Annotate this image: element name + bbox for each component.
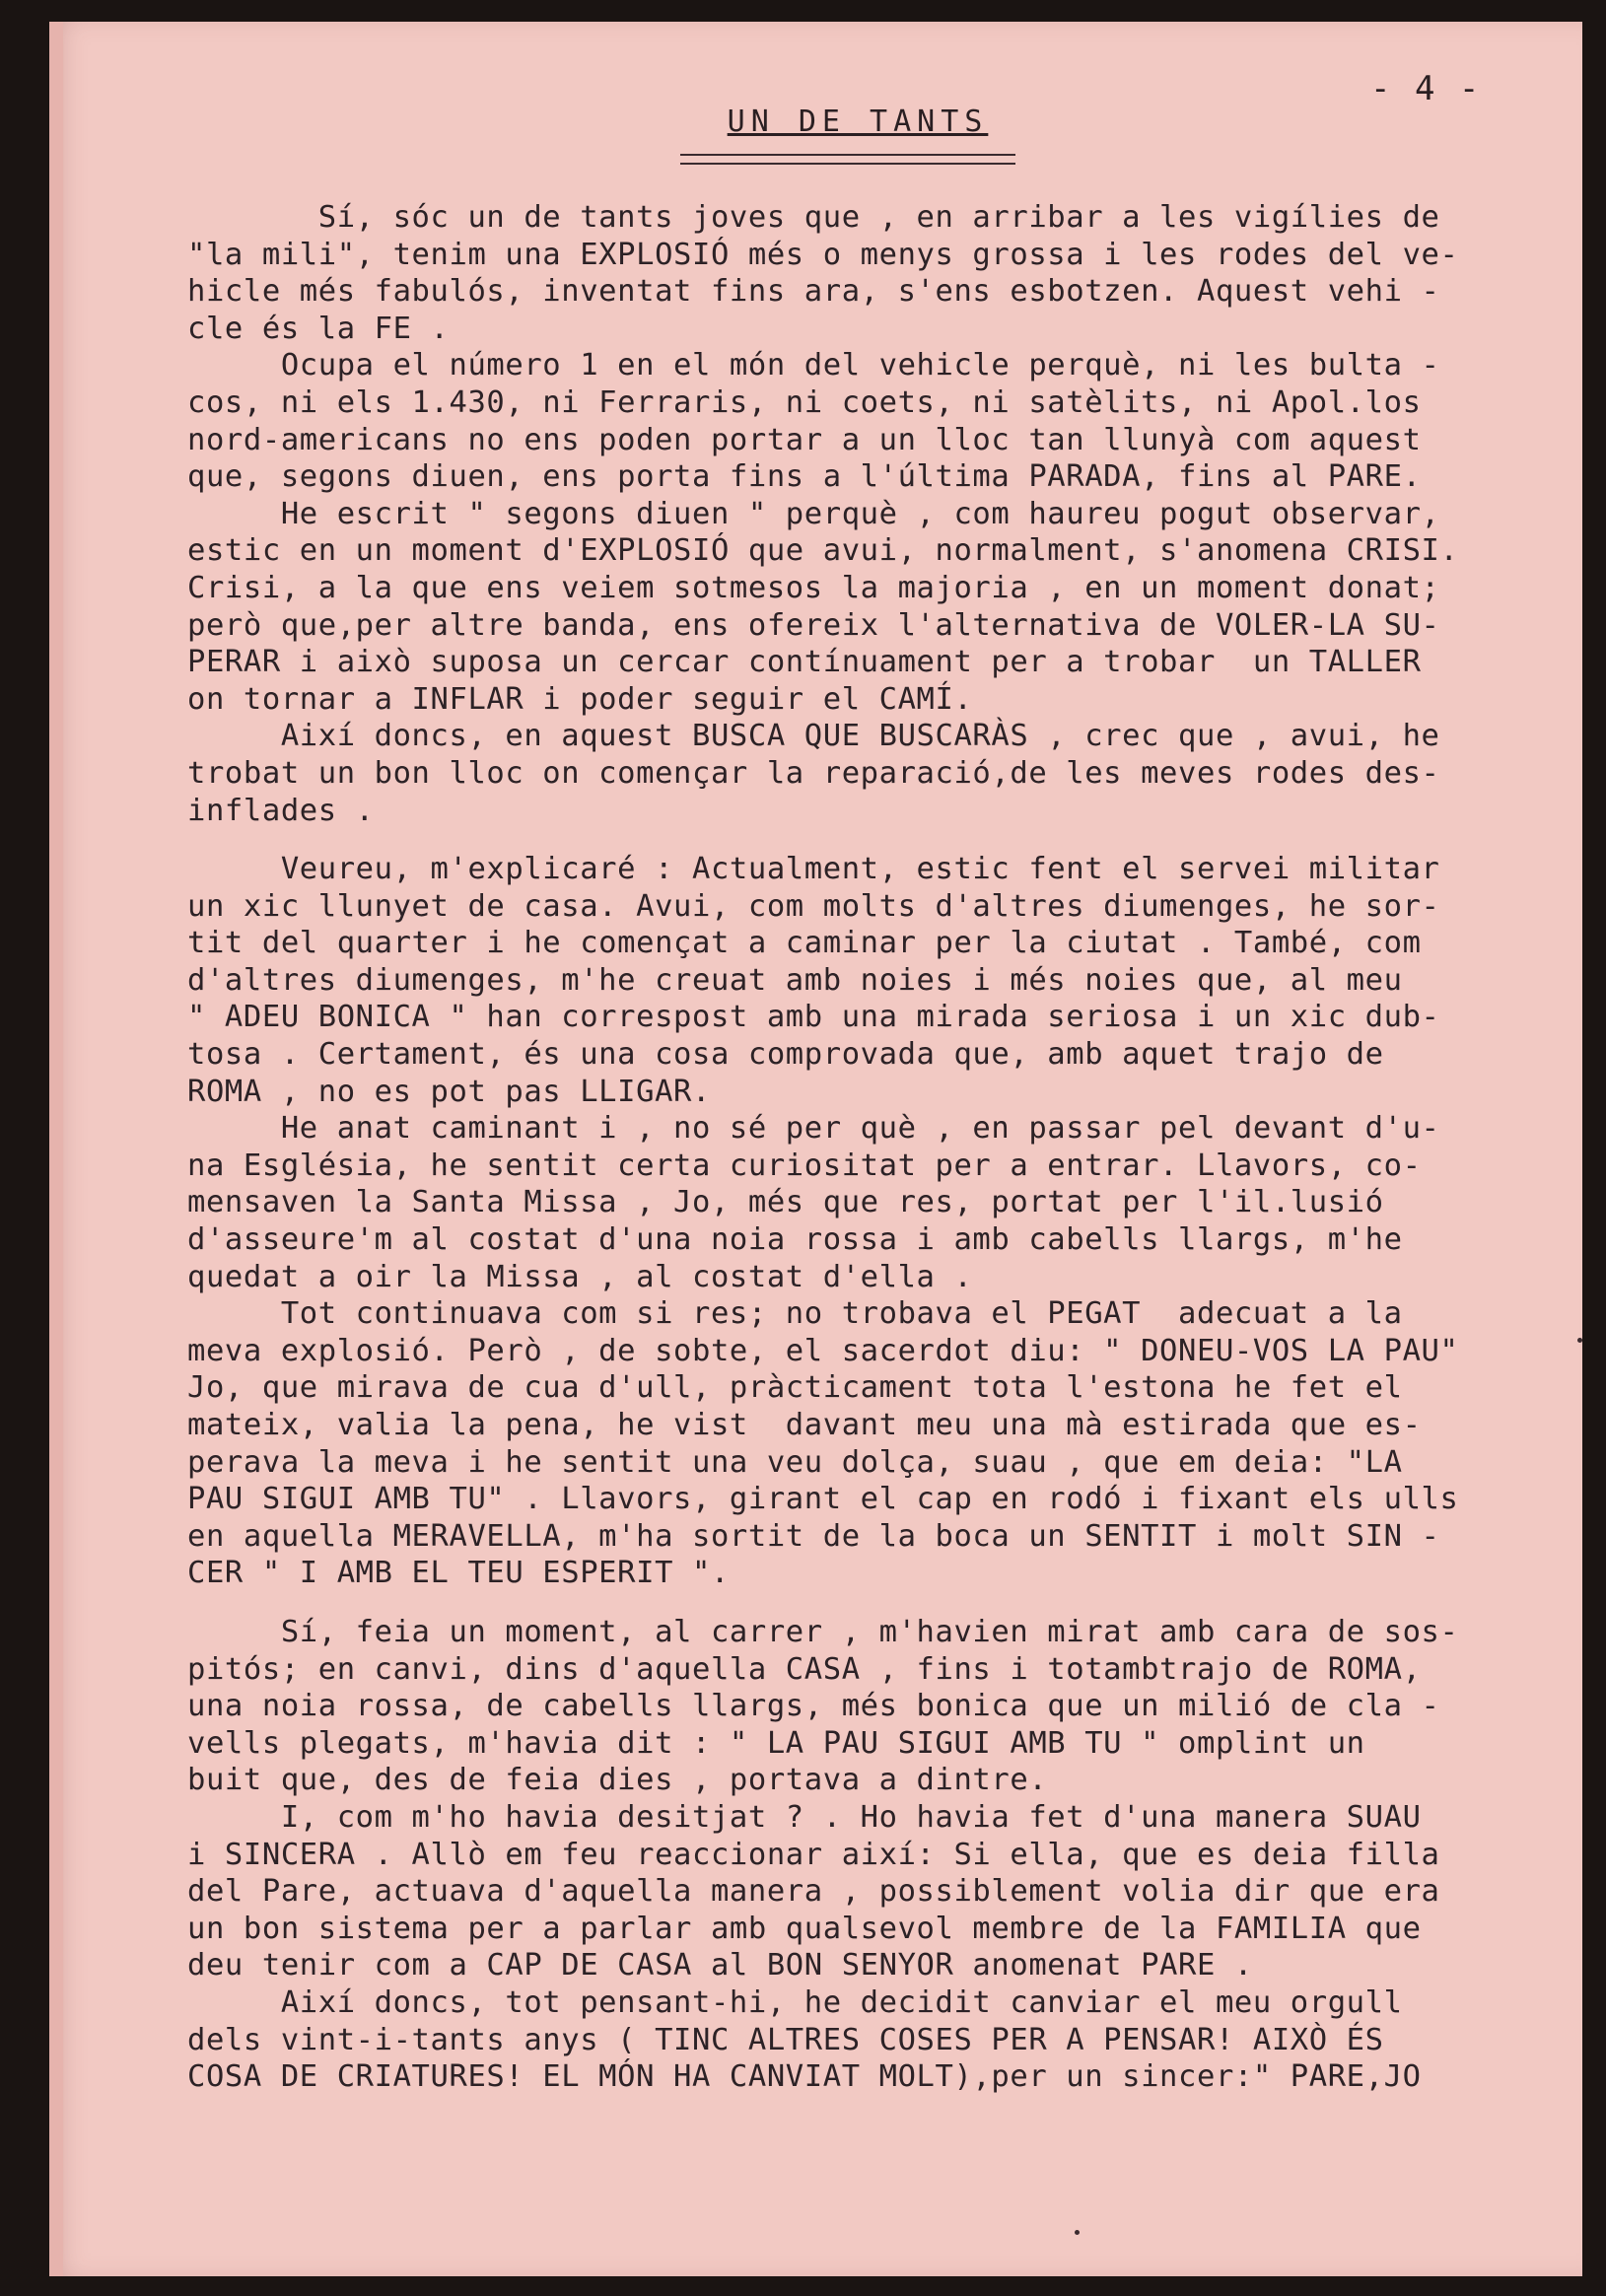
paragraph-gap (187, 829, 1582, 851)
text-line: I, com m'ho havia desitjat ? . Ho havia fet d'una manera SUAU (187, 1799, 1422, 1835)
text-line: una noia rossa, de cabells llargs, més bonica que un milió de cla - (187, 1689, 1440, 1724)
text-line: meva explosió. Però , de sobte, el sacerdot diu: " DONEU-VOS LA PAU" (187, 1333, 1459, 1368)
text-line: Així doncs, tot pensant-hi, he decidit canviar el meu orgull (187, 1984, 1403, 2020)
text-line: He escrit " segons diuen " perquè , com haureu pogut observar, (187, 496, 1440, 531)
text-line: " ADEU BONICA " han correspost amb una mirada seriosa i un xic dub- (187, 1000, 1440, 1035)
document-page (49, 22, 1582, 2276)
text-line: He anat caminant i , no sé per què , en passar pel devant d'u- (187, 1111, 1440, 1147)
text-line: COSA DE CRIATURES! EL MÓN HA CANVIAT MOLT),per un sincer:" PARE,JO (187, 2059, 1422, 2095)
text-line: Jo, que mirava de cua d'ull, pràcticament tota l'estona he fet el (187, 1370, 1403, 1406)
text-line: ROMA , no es pot pas LLIGAR. (187, 1074, 711, 1109)
text-line: on tornar a INFLAR i poder seguir el CAMÍ. (187, 681, 973, 717)
text-line: CER " I AMB EL TEU ESPERIT ". (187, 1556, 730, 1591)
text-line: na Església, he sentit certa curiositat per a entrar. Llavors, co- (187, 1148, 1422, 1183)
text-line: trobat un bon lloc on començar la reparació,de les meves rodes des- (187, 755, 1440, 791)
text-line: cos, ni els 1.430, ni Ferraris, ni coets, ni satèlits, ni Apol.los (187, 384, 1422, 420)
text-line: mateix, valia la pena, he vist davant meu una mà estirada que es- (187, 1408, 1422, 1442)
text-line: i SINCERA . Allò em feu reaccionar així: Si ella, que es deia filla (187, 1837, 1440, 1872)
text-line: en aquella MERAVELLA, m'ha sortit de la boca un SENTIT i molt SIN - (187, 1518, 1440, 1554)
text-line: "la mili", tenim una EXPLOSIÓ més o menys grossa i les rodes del ve- (187, 237, 1459, 272)
article-title: UN DE TANTS (727, 104, 989, 139)
text-line: PAU SIGUI AMB TU" . Llavors, girant el cap en rodó i fixant els ulls (187, 1482, 1459, 1517)
text-line: cle és la FE . (187, 311, 450, 346)
text-line: un xic llunyet de casa. Avui, com molts d'altres diumenges, he sor- (187, 888, 1440, 924)
text-line: dels vint-i-tants anys ( TINC ALTRES COSES PER A PENSAR! AIXÒ ÉS (187, 2022, 1384, 2057)
paragraph (187, 851, 1582, 1592)
text-line: d'altres diumenges, m'he creuat amb noies i més noies que, al meu (187, 962, 1403, 998)
text-line: que, segons diuen, ens porta fins a l'última PARADA, fins al PARE. (187, 459, 1422, 495)
text-line: estic en un moment d'EXPLOSIÓ que avui, normalment, s'anomena CRISI. (187, 533, 1459, 569)
text-line: buit que, des de feia dies , portava a dintre. (187, 1763, 1048, 1798)
text-line: PERAR i això suposa un cercar contínuament per a trobar un TALLER (187, 645, 1422, 680)
page-number: - 4 - (1370, 69, 1482, 108)
text-line: tit del quarter i he començat a caminar per la ciutat . També, com (187, 926, 1422, 961)
text-line: Ocupa el número 1 en el món del vehicle perquè, ni les bulta - (187, 348, 1440, 383)
text-line: nord-americans no ens poden portar a un lloc tan llunyà com aquest (187, 422, 1422, 457)
text-line: Sí, feia un moment, al carrer , m'havien mirat amb cara de sos- (187, 1614, 1459, 1649)
title-double-underline (680, 154, 1015, 165)
text-line: inflades . (187, 793, 375, 828)
text-line: hicle més fabulós, inventat fins ara, s'ens esbotzen. Aquest vehi - (187, 274, 1440, 310)
text-line: però que,per altre banda, ens ofereix l'alternativa de VOLER-LA SU- (187, 607, 1440, 643)
text-line: Sí, sóc un de tants joves que , en arribar a les vigílies de (187, 200, 1440, 235)
text-line: Tot continuava com si res; no trobava el PEGAT adecuat a la (187, 1296, 1403, 1332)
paragraph (187, 1614, 1582, 2096)
text-line: Crisi, a la que ens veiem sotmesos la majoria , en un moment donat; (187, 570, 1440, 605)
text-line: d'asseure'm al costat d'una noia rossa i amb cabells llargs, m'he (187, 1222, 1403, 1258)
article-body (187, 199, 1582, 2096)
text-line: pitós; en canvi, dins d'aquella CASA , fins i totambtrajo de ROMA, (187, 1651, 1422, 1687)
paragraph-gap (187, 1592, 1582, 1614)
text-line: tosa . Certament, és una cosa comprovada que, amb aquet trajo de (187, 1037, 1384, 1073)
text-line: deu tenir com a CAP DE CASA al BON SENYOR anomenat PARE . (187, 1948, 1253, 1983)
text-line: perava la meva i he sentit una veu dolça, suau , que em deia: "LA (187, 1444, 1403, 1480)
text-line: del Pare, actuava d'aquella manera , possiblement volia dir que era (187, 1874, 1440, 1910)
text-line: mensaven la Santa Missa , Jo, més que res, portat per l'il.lusió (187, 1185, 1384, 1220)
text-line: Veureu, m'explicaré : Actualment, estic fent el servei militar (187, 852, 1440, 887)
text-line: un bon sistema per a parlar amb qualsevol membre de la FAMILIA que (187, 1911, 1422, 1946)
page-binding-edge (49, 22, 63, 2276)
ink-mark (1075, 2230, 1080, 2235)
text-line: quedat a oir la Missa , al costat d'ella . (187, 1259, 973, 1294)
ink-mark (1577, 1338, 1582, 1343)
text-line: vells plegats, m'havia dit : " LA PAU SIGUI AMB TU " omplint un (187, 1725, 1365, 1761)
paragraph (187, 199, 1582, 829)
text-line: Així doncs, en aquest BUSCA QUE BUSCARÀS , crec que , avui, he (187, 719, 1440, 754)
